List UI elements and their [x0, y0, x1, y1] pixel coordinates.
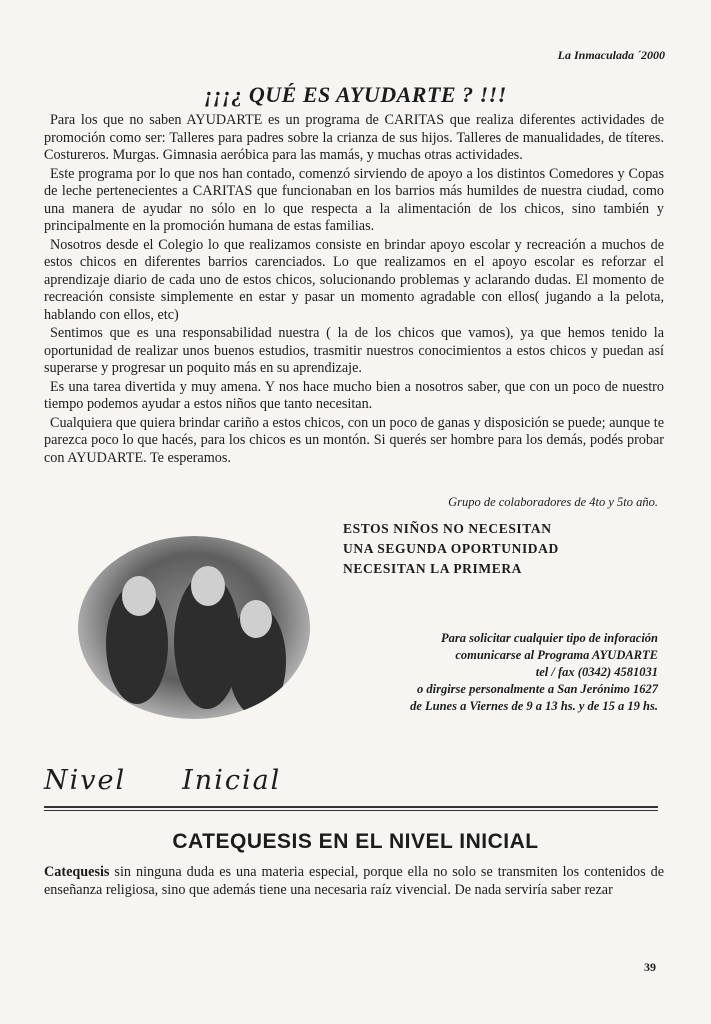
paragraph-2: Este programa por lo que nos han contado, comenzó sirviendo de apoyo a los distintos Comedores y Copas de leche pertenecientes a CARITAS que funcionaban en los barrios más humildes de nuestra ciudad, como una manera de ayudar no sólo en lo que respecta a la alimentación de los chicos, sino también y principalmente en la promoción humana de estas familias. [44, 165, 664, 234]
section-title-word-2: Inicial [182, 765, 282, 796]
article-body [44, 112, 664, 468]
section-body [44, 864, 664, 899]
children-photo [78, 536, 310, 719]
paragraph-6: Cualquiera que quiera brindar cariño a estos chicos, con un poco de ganas y disposición se puede; aunque te parezca poco lo que hacés, para los chicos es un montón. Si querés ser hombre para los demás, podés probar con AYUDARTE. Te esperamos. [44, 414, 664, 466]
page-number: 39 [644, 960, 656, 974]
child-face [122, 576, 156, 616]
slogan-line-2: UNA SEGUNDA OPORTUNIDAD [343, 541, 559, 556]
running-header: La Inmaculada ´2000 [557, 48, 665, 62]
child-face [191, 566, 225, 606]
paragraph-1: Para los que no saben AYUDARTE es un programa de CARITAS que realiza diferentes actividades de promoción como ser: Talleres para padres sobre la crianza de sus hijos. Talleres de manualidades, de títeres. Costureros. Murgas. Gimnasia aeróbica para las mamás, y muchas otras actividades. [44, 112, 664, 163]
paragraph-3: Nosotros desde el Colegio lo que realizamos consiste en brindar apoyo escolar y recreación a muchos de estos chicos en diferentes barrios carenciados. Lo que realizamos en el apoyo escolar es reforzar el aprendizaje diario de cada uno de estos chicos, solucionando problemas y aclarando dudas. El momento de recreación consiste simplemente en estar y pasar un momento agradable con ellos( jugando a la pelota, hablando con ellos, etc) [44, 236, 664, 323]
article-title: ¡¡¡¿ QUÉ ES AYUDARTE ? !!! [204, 82, 507, 107]
section-title [44, 765, 337, 796]
lead-term: Catequesis [44, 864, 110, 880]
child-face [240, 600, 272, 638]
signature: Grupo de colaboradores de 4to y 5to año. [448, 495, 658, 509]
paragraph-5: Es una tarea divertida y muy amena. Y nos hace mucho bien a nosotros saber, que con un poco de nuestro tiempo podemos ayudar a estos niños que tanto necesitan. [44, 378, 664, 412]
contact-line-4: o dirgirse personalmente a San Jerónimo 1627 [417, 682, 658, 696]
paragraph-4: Sentimos que es una responsabilidad nuestra ( la de los chicos que vamos), ya que hemos tenido la oportunidad de realizar unos buenos estudios, trasmitir nuestros conocimientos a estos chicos y puedan así superarse y progresar un poquito más en su aprendizaje. [44, 325, 664, 376]
slogan [343, 519, 559, 579]
contact-line-1: Para solicitar cualquier tipo de inforación [440, 631, 658, 645]
slogan-line-3: NECESITAN LA PRIMERA [343, 561, 523, 576]
contact-info [410, 630, 658, 715]
contact-line-2: comunicarse al Programa AYUDARTE [455, 648, 658, 662]
section-title-word-1: Nivel [44, 765, 127, 796]
section-divider [44, 806, 658, 811]
contact-line-3: tel / fax (0342) 4581031 [535, 665, 658, 679]
section-heading: CATEQUESIS EN EL NIVEL INICIAL [172, 830, 539, 853]
lead-text: sin ninguna duda es una materia especial, porque ella no solo se transmiten los contenidos de enseñanza religiosa, sino que además tiene una necesaria raíz vivencial. De nada serviría saber rezar [44, 864, 664, 898]
slogan-line-1: ESTOS NIÑOS NO NECESITAN [343, 521, 552, 536]
contact-line-5: de Lunes a Viernes de 9 a 13 hs. y de 15 a 19 hs. [410, 699, 658, 713]
